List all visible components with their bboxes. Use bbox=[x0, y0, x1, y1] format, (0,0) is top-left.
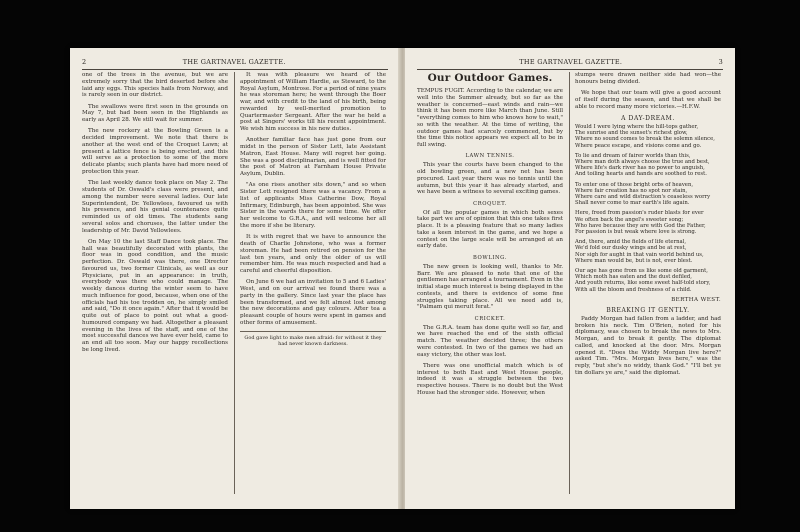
running-title: THE GARTNAVEL GAZETTE. bbox=[182, 58, 286, 66]
poem-line: Where man doth always choose the true and best, bbox=[575, 158, 710, 165]
paragraph: Another familiar face has just gone from our midst in the person of Sister Lett, late Assistant Matron, East House. Many will regret her going. She was a good disciplinarian, and is well fitted for the post of Matron at Farnham House Private Asylum, Dublin. bbox=[240, 137, 386, 178]
paragraph: The G.R.A. team has done quite well so far, and we have reached the end of the sixth official match. The weather decided three; the others were contested. In two of the games we had an easy victory, the other was lost. bbox=[417, 324, 563, 358]
quote-note: God gave light to make men afraid: for without it they had never known darkness. bbox=[240, 331, 386, 347]
poem-line: To lie and dream of fairer worlds than this, bbox=[575, 152, 691, 159]
left-column-2 bbox=[240, 72, 386, 502]
poem-line: Who have because they are with God the Father, bbox=[575, 222, 706, 229]
right-page bbox=[405, 48, 735, 509]
poem-line: And, there, amid the fields of life eternal, bbox=[575, 239, 687, 246]
paragraph: The last weekly dance took place on May 2. The students of Dr. Oswald's class were present, and among the number were several ladies. Our late Superintendent, Dr. Yellowlees, favoured us with his presence, and his genial countenance quite reminded us of old times. The students sang several solos and choruses, the latter under the leadership of Mr. David Yellowlees. bbox=[82, 180, 228, 234]
poem-line: Our age has gone from us like some old garment, bbox=[575, 268, 708, 274]
poem-line: And youth returns, like some sweet half-told story, bbox=[575, 280, 711, 287]
left-page bbox=[70, 48, 400, 509]
poem-line: Nor sigh for aught in that vain world behind us, bbox=[575, 251, 704, 258]
poem-stanza bbox=[575, 124, 721, 149]
poem-stanza bbox=[575, 182, 721, 207]
header-rule bbox=[82, 69, 388, 70]
paragraph: The swallows were first seen in the grounds on May 7, but had been seen in the Highlands as early as April 28. We still wait for summer. bbox=[82, 103, 228, 124]
section-heading: CROQUET. bbox=[473, 200, 507, 207]
section-heading: BOWLING. bbox=[473, 254, 507, 261]
poem-signature: BERTHA WEST. bbox=[671, 296, 721, 303]
section-heading: LAWN TENNIS. bbox=[465, 153, 515, 160]
poem-line: Where care and wild distraction's ceaseless worry bbox=[575, 193, 711, 200]
section-heading: CRICKET. bbox=[474, 315, 506, 322]
paragraph: "As one rises another sits down," and so when Sister Lett resigned there was a vacancy. From a list of applicants Miss Catherine Dow, Royal Infirmary, Edinburgh, has been appointed. She was Sister in the wards there for some time. We offer her welcome to G.R.A., and will welcome her all the more if she be literary. bbox=[240, 182, 386, 229]
column-divider bbox=[234, 72, 235, 494]
paragraph: Of all the popular games in which both sexes take part we are of opinion that this one takes first place. It is a pleasing feature that so many ladies take a keen interest in the game, and we hope a contest on the large scale will be arranged at an early date. bbox=[417, 209, 563, 250]
poem-line: To enter one of those bright orbs of heaven, bbox=[575, 181, 694, 188]
poem-line: Would I were lying where the hill-tops gather, bbox=[575, 123, 699, 130]
paragraph: There was one unofficial match which is of interest to both East and West House people, indeed it was a struggle between the two respective houses. There is no doubt but the West House had the stronger side. However, when bbox=[417, 362, 563, 396]
magazine-spread bbox=[70, 48, 735, 509]
article-heading: Our Outdoor Games. bbox=[427, 72, 553, 84]
page-number: 2 bbox=[82, 58, 87, 66]
poem-title: A DAY-DREAM. bbox=[621, 114, 675, 122]
paragraph: It was with pleasure we heard of the appointment of William Hardie, as Steward, to the Royal Asylum, Montrose. For a period of nine years he was storeman here; he went through the Boer war, and with credit to the land of his birth, being rewarded by well-merited promotion to Quartermaster Sergeant. After the war he held a post at Singers' works till his recent appointment. We wish him success in his new duties. bbox=[240, 72, 386, 132]
paragraph: The new rockery at the Bowling Green is a decided improvement. We note that there is another at the west end of the Croquet Lawn; at present a lattice fence is being erected, and this will serve as a protection to some of the more delicate plants; such plants have had more need of protection this year. bbox=[82, 128, 228, 175]
poem-line: We'd fold our dusky wings and be at rest, bbox=[575, 245, 687, 252]
left-page-header bbox=[82, 56, 388, 68]
poem-line: And toiling hearts and hands are soothed to rest. bbox=[575, 171, 707, 178]
paragraph: We hope that our team will give a good account of itself during the season, and that we shall be able to record many more victories.—H.F.W. bbox=[575, 90, 721, 110]
poem-stanza bbox=[575, 239, 721, 264]
right-column-2 bbox=[575, 72, 721, 502]
paragraph: The new green is looking well, thanks to Mr. Barr. We are pleased to note that one of the gentlemen has arranged a tournament. Even in the initial stage much interest is being displayed in the contests, and there is evidence of some fine struggles taking place. All we need add is, "Palmam qui meruit ferat." bbox=[417, 263, 563, 311]
section-heading: BREAKING IT GENTLY. bbox=[606, 306, 690, 314]
running-title: THE GARTNAVEL GAZETTE. bbox=[519, 58, 623, 66]
paragraph: This year the courts have been changed to the old bowling green, and a new net has been procured. Last year there was no tennis until the autumn, but this year it has already started, and we have been a witness to several exciting games. bbox=[417, 162, 563, 196]
poem-line: For passion is but weak where love is strong. bbox=[575, 228, 697, 235]
poem-stanza bbox=[575, 210, 721, 235]
poem-line: Which moth has eaten and the dust defiled, bbox=[575, 274, 692, 281]
poem-line: Where no sound comes to break the solemn silence, bbox=[575, 136, 715, 143]
poem-line: With all the bloom and freshness of a child. bbox=[575, 286, 692, 293]
paragraph: On June 6 we had an invitation to 5 and 6 Ladies' West, and on our arrival we found there was a party in the gallery. Since last year the place has been transformed, and we felt almost lost among the new decorations and gay colours. After tea a pleasant couple of hours were spent in games and other forms of amusement. bbox=[240, 279, 386, 326]
right-page-header bbox=[417, 56, 723, 68]
poem-line: The sunrise and the sunset's richest glow, bbox=[575, 130, 688, 137]
poem-stanza bbox=[575, 153, 721, 178]
poem-line: We often back the angel's sweeter song; bbox=[575, 216, 684, 223]
paragraph: Paddy Morgan had fallen from a ladder, and had broken his neck. Tim O'Brien, noted for his diplomacy, was chosen to break the news to Mrs. Morgan, and to break it gently. The diplomat called, and knocked at the door. Mrs. Morgan opened it. "Does the Widdy Morgan live here?" asked Tim. "Mrs. Morgan lives here," was the reply, "but she's no widdy, thank God." "I'll bet ye tin dollars ye are," said the diplomat. bbox=[575, 315, 721, 376]
paragraph: one of the trees in the avenue, but we are extremely sorry that the bird deserted before she laid any eggs. This species hails from Norway, and is rarely seen in our district. bbox=[82, 72, 228, 99]
paragraph: stumps were drawn neither side had won—the honours being divided. bbox=[575, 72, 721, 85]
page-number: 3 bbox=[718, 58, 723, 66]
right-column-1 bbox=[417, 72, 563, 502]
poem-line: Here, freed from passion's ruder blasts for ever bbox=[575, 210, 704, 217]
paragraph: It is with regret that we have to announce the death of Charlie Johnstone, who was a former storeman. He had been retired on pension for the last ten years, and only the older of us will remember him. He was much respected and had a careful and cheerful disposition. bbox=[240, 234, 386, 275]
paragraph: On May 10 the last Staff Dance took place. The hall was beautifully decorated with plants, the floor was in good condition, and the music perfection. Dr. Oswald was there, one Director favoured us, two former Clinicals, as well as our Physicians, put in an appearance: in truth, everybody was there who could manage. The weekly dances during the winter seem to have much influence for good, because, when one of the officials had his toe trodden on, he simply smiled and said, "Do it once again." After that it would be quite out of place to point out what a good-humoured company we had. Altogether a pleasant evening in the lives of the staff, and one of the most successful dances we have ever held, came to an end all too soon. May our happy recollections be long lived. bbox=[82, 238, 228, 353]
header-rule bbox=[417, 69, 723, 70]
paragraph: TEMPUS FUGIT. According to the calendar, we are well into the Summer already, but so far as the weather is concerned—east winds and rain—we think it has been more like March than June. Still "everything comes to him who knows how to wait," so with the weather. At the time of writing, the outdoor games had scarcely commenced, but by the time this notice appears we expect all to be in full swing. bbox=[417, 88, 563, 148]
poem-line: Where life's dark river has no power to anguish, bbox=[575, 165, 705, 172]
poem-line: Where peace escape, and visions come and go. bbox=[575, 142, 702, 149]
poem-stanza bbox=[575, 268, 721, 293]
poem-line: Where fair creation has no spot nor stain, bbox=[575, 187, 688, 194]
poem-line: Where man would be, but is not, ever blest. bbox=[575, 257, 693, 264]
column-divider bbox=[569, 72, 570, 494]
left-column-1 bbox=[82, 72, 228, 502]
poem-line: Shall never come to mar earth's life again. bbox=[575, 200, 690, 207]
